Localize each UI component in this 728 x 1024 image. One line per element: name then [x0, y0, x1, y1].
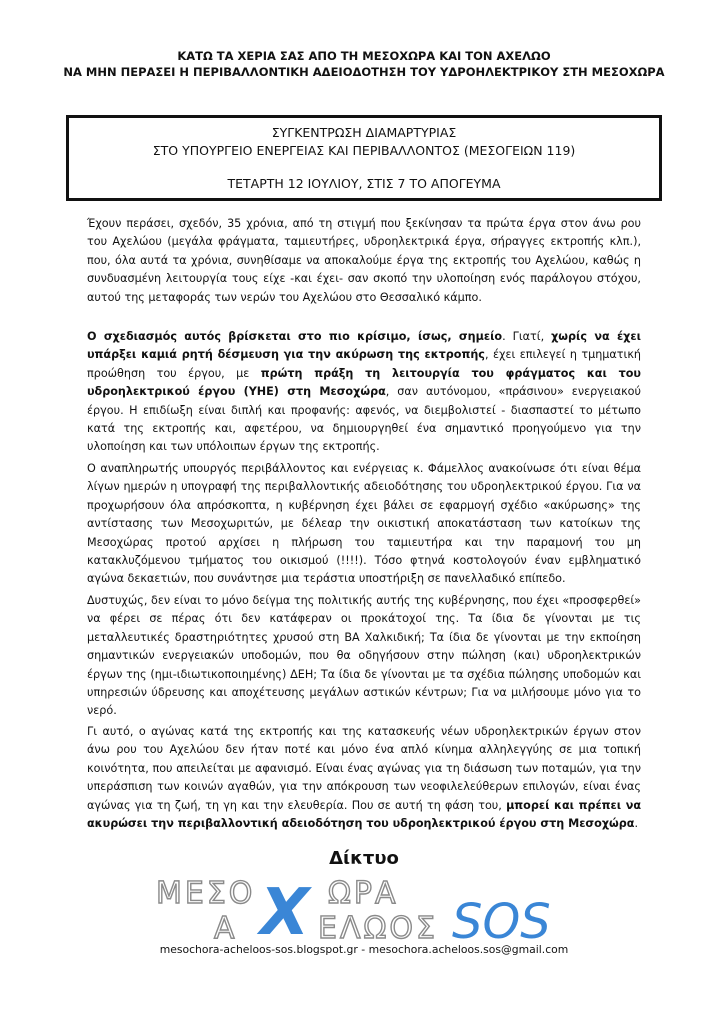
text-run: , έχει επιλεγεί η τμηματική προώθηση του έργου, με — [87, 348, 641, 380]
announcement-title: ΣΥΓΚΕΝΤΡΩΣΗ ΔΙΑΜΑΡΤΥΡΙΑΣ — [271, 125, 457, 140]
logo-text-eloos: ΕΛΩΟΣ — [318, 911, 438, 946]
logo-text-a: Α — [214, 911, 235, 946]
bold-text-run: Ο σχεδιασμός αυτός βρίσκεται στο πιο κρίσιμο, ίσως, σημείο — [87, 330, 503, 343]
paragraph-2 — [87, 328, 641, 457]
text-run: . Γιατί, — [502, 330, 552, 343]
bold-text-run: χωρίς να έχει υπάρξει καμιά ρητή δέσμευση για την ακύρωση της εκτροπής — [87, 330, 641, 362]
announcement-location: ΣΤΟ ΥΠΟΥΡΓΕΙΟ ΕΝΕΡΓΕΙΑΣ ΚΑΙ ΠΕΡΙΒΑΛΛΟΝΤΟΣ (ΜΕΣΟΓΕΙΩΝ 119) — [152, 143, 576, 158]
announcement-box — [66, 115, 662, 201]
mesochora-acheloos-sos-logo — [150, 872, 580, 950]
paragraph-5 — [87, 723, 641, 833]
bold-text-run: μπορεί και πρέπει να ακυρώσει την περιβαλλοντική αδειοδότηση του υδροηλεκτρικού έργου στη Μεσοχώρα — [87, 798, 642, 831]
logo-text-ora: ΩΡΑ — [328, 876, 399, 911]
paragraph-4: Δυστυχώς, δεν είναι το μόνο δείγμα της πολιτικής αυτής της κυβέρνησης, που έχει «προσφερθεί» να φέρει σε πέρας ότι δεν κατάφεραν οι προκάτοχοί της. Τα ίδια δε γίνονται με τις μεταλλευτικές δραστηριότητες χρυσού στη ΒΑ Χαλκιδική; Τα ίδια δε γίνονται με την εκποίηση σημαντικών ενεργειακών υποδομών, που θα οδηγήσουν στην πώληση (και) υδροηλεκτρικών έργων της (ημι-ιδιωτικοποιημένης) ΔΕΗ; Τα ίδια δε γίνονται με τα σχέδια πώλησης υποδομών και υπηρεσιών ύδρευσης και αποχέτευσης μεγάλων αστικών κέντρων; Για να μιλήσουμε μόνο για το νερό. — [87, 594, 641, 718]
text-run: . — [634, 817, 639, 831]
footer-contact: mesochora-acheloos-sos.blogspot.gr - mesochora.acheloos.sos@gmail.com — [159, 943, 569, 956]
network-label: Δίκτυο — [329, 848, 399, 869]
announcement-date: ΤΕΤΑΡΤΗ 12 ΙΟΥΛΙΟΥ, ΣΤΙΣ 7 ΤΟ ΑΠΟΓΕΥΜΑ — [227, 176, 501, 191]
header-line-1: ΚΑΤΩ ΤΑ ΧΕΡΙΑ ΣΑΣ ΑΠΟ ΤΗ ΜΕΣΟΧΩΡΑ ΚΑΙ ΤΟΝ ΑΧΕΛΩΟ — [177, 49, 551, 63]
text-run: Γι αυτό, ο αγώνας κατά της εκτροπής και της κατασκευής νέων υδροηλεκτρικών έργων στον άνω ρου του Αχελώου δεν ήταν ποτέ και μόνο ένα απλό κίνημα αλληλεγγύης σε μια τοπική κοινότητα, που απειλείται με αφανισμό. Είναι ένας αγώνας για τη διάσωση των ποταμών, για την υπεράσπιση των κοινών αγαθών, για την απόκρουση των νεοφιλελεύθερων επιλογών, είναι ένας αγώνας για τη ζωή, τη γη και την ελευθερία. Που σε αυτή τη φάση του, — [87, 725, 641, 812]
logo-text-sos: SOS — [452, 894, 551, 950]
header-line-2: ΝΑ ΜΗΝ ΠΕΡΑΣΕΙ Η ΠΕΡΙΒΑΛΛΟΝΤΙΚΗ ΑΔΕΙΟΔΟΤΗΣΗ ΤΟΥ ΥΔΡΟΗΛΕΚΤΡΙΚΟΥ ΣΤΗ ΜΕΣΟΧΩΡΑ — [63, 65, 665, 79]
paragraph-1: Έχουν περάσει, σχεδόν, 35 χρόνια, από τη στιγμή που ξεκίνησαν τα πρώτα έργα στον άνω ρου του Αχελώου (μεγάλα φράγματα, ταμιευτήρες, υδροηλεκτρικά έργα, σήραγγες εκτροπής κλπ.), που, όλα αυτά τα χρόνια, συνηθίσαμε να αποκαλούμε έργα της εκτροπής του Αχελώου, καθώς η συνδυασμένη λειτουργία τους είχε -και έχει- σαν σκοπό την υλοποίηση ενός παράλογου στόχου, αυτού της μεταφοράς των νερών του Αχελώου στο Θεσσαλικό κάμπο. — [87, 217, 641, 304]
bold-text-run: πρώτη πράξη τη λειτουργία του φράγματος και του υδροηλεκτρικού έργου (ΥΗΕ) στη Μεσοχώρα — [87, 366, 641, 399]
text-run: , σαν αυτόνομου, «πράσινου» ενεργειακού έργου. Η επιδίωξη είναι διπλή και προφανής: αφενός, να διεμβολιστεί - διασπαστεί το μέτωπο κατά της εκτροπής και, αφετέρου, να δημιουργηθεί ένα σημαντικό προηγούμενο για την υλοποίηση και των υπόλοιπων έργων της εκτροπής. — [87, 385, 641, 454]
logo-big-x: Χ — [260, 876, 310, 950]
logo-text-meso: ΜΕΣΟ — [156, 876, 256, 911]
paragraph-3: Ο αναπληρωτής υπουργός περιβάλλοντος και ενέργειας κ. Φάμελλος ανακοίνωσε ότι είναι θέμα λίγων ημερών η υπογραφή της περιβαλλοντικής αδειοδότησης του υδροηλεκτρικού έργου. Για να προχωρήσουν όλα απρόσκοπτα, η κυβέρνηση έχει βάλει σε εφαρμογή σχέδιο «ακύρωσης» της αντίστασης των Μεσοχωριτών, με δέλεαρ την οικιστική αποκατάσταση των κατοίκων της Μεσοχώρας προτού αρχίσει η πλήρωση του ταμιευτήρα και την παραμονή του μη κατακλυζόμενου τμήματος του οικισμού (!!!!). Τόσο φτηνά κοστολογούν έναν εμβληματικό αγώνα δεκαετιών, που συνάντησε μια τεράστια υποστήριξη σε πανελλαδικό επίπεδο. — [87, 462, 641, 586]
